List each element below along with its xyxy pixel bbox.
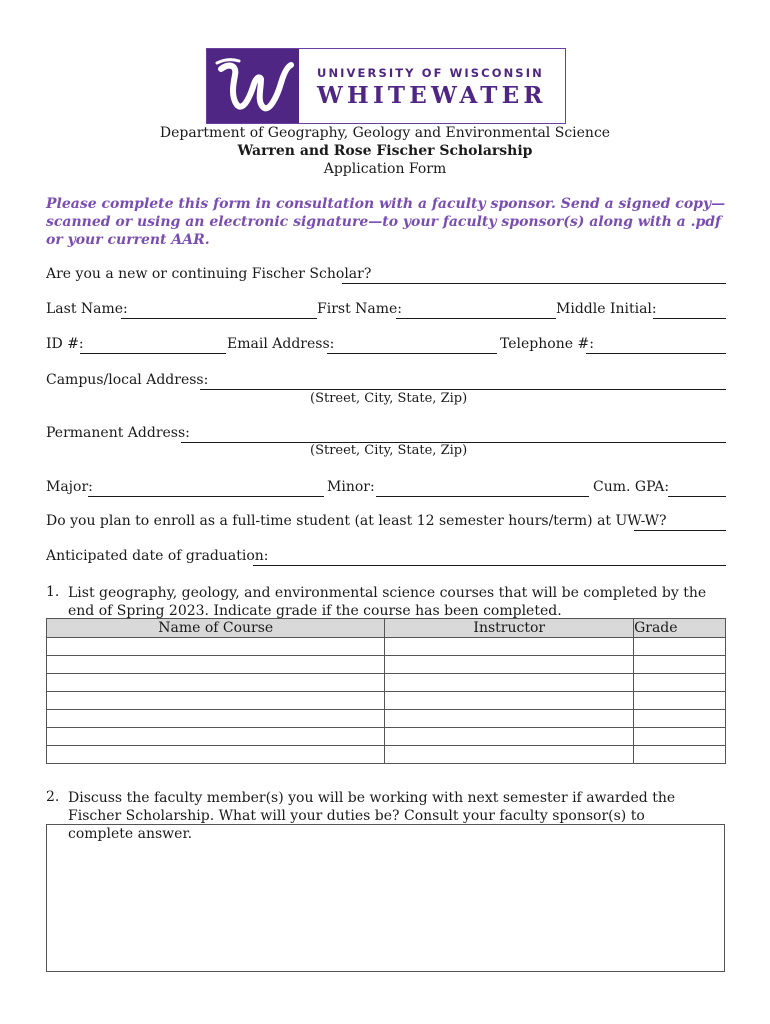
course-cell[interactable] [47,692,385,710]
id-label: ID #: [46,336,84,352]
major-field[interactable] [88,496,324,497]
name-row [46,301,726,321]
middle-initial-label: Middle Initial: [556,301,657,317]
section-2-number: 2. [46,789,60,805]
grade-cell[interactable] [634,674,726,692]
first-name-label: First Name: [317,301,403,317]
university-logo [206,48,566,124]
full-time-row [46,513,726,533]
logo-text-whitewater: WHITEWATER [317,82,547,109]
instructor-cell[interactable] [385,746,634,764]
gpa-label: Cum. GPA: [593,479,670,495]
graduation-field[interactable] [253,565,726,566]
form-title: Warren and Rose Fischer Scholarship [237,143,533,159]
campus-address-row [46,372,726,392]
column-header-grade: Grade [634,619,726,638]
instructor-cell[interactable] [385,674,634,692]
instructor-cell[interactable] [385,656,634,674]
telephone-field[interactable] [586,353,726,354]
logo-text-university: UNIVERSITY OF WISCONSIN [317,66,544,80]
campus-address-label: Campus/local Address: [46,372,209,388]
table-row [47,728,726,746]
instructor-cell[interactable] [385,728,634,746]
table-row [47,746,726,764]
first-name-field[interactable] [396,318,556,319]
last-name-label: Last Name: [46,301,128,317]
last-name-field[interactable] [121,318,317,319]
major-row [46,479,726,499]
gpa-field[interactable] [668,496,726,497]
course-cell[interactable] [47,710,385,728]
campus-address-hint: (Street, City, State, Zip) [310,391,468,406]
minor-label: Minor: [327,479,375,495]
instructor-cell[interactable] [385,692,634,710]
instructions-text: Please complete this form in consultation with a faculty sponsor. Send a signed copy—scanned or using an electronic signature—to your faculty sponsor(s) along with a .pdf or your current AAR. [46,196,726,248]
grade-cell[interactable] [634,656,726,674]
email-field[interactable] [327,353,497,354]
minor-field[interactable] [376,496,589,497]
campus-address-field[interactable] [200,389,726,390]
courses-table [46,618,726,764]
grade-cell[interactable] [634,692,726,710]
middle-initial-field[interactable] [653,318,726,319]
table-row [47,692,726,710]
graduation-row [46,548,726,568]
email-label: Email Address: [227,336,335,352]
section-2-text: Discuss the faculty member(s) you will be working with next semester if awarded the Fischer Scholarship. What will your duties be? Consult your faculty sponsor(s) to complete answer. [68,790,676,842]
grade-cell[interactable] [634,710,726,728]
grade-cell[interactable] [634,746,726,764]
section-1-text: List geography, geology, and environmental science courses that will be completed by the end of Spring 2023. Indicate grade if the course has been completed. [68,585,707,619]
table-row [47,710,726,728]
w-logo-icon [207,49,299,123]
table-row [47,656,726,674]
new-or-continuing-label: Are you a new or continuing Fischer Scholar? [46,266,372,282]
column-header-course: Name of Course [47,619,385,638]
table-header-row [47,619,726,638]
course-cell[interactable] [47,656,385,674]
faculty-duties-answer-box[interactable] [46,824,725,972]
id-field[interactable] [80,353,226,354]
form-subtitle: Application Form [323,161,447,177]
course-cell[interactable] [47,728,385,746]
telephone-label: Telephone #: [500,336,594,352]
full-time-label: Do you plan to enroll as a full-time student (at least 12 semester hours/term) at UW-W? [46,513,667,529]
instructor-cell[interactable] [385,638,634,656]
permanent-address-hint: (Street, City, State, Zip) [310,443,468,458]
department-name: Department of Geography, Geology and Environmental Science [159,125,611,141]
column-header-instructor: Instructor [385,619,634,638]
permanent-address-row [46,425,726,445]
new-or-continuing-row [46,266,726,286]
graduation-label: Anticipated date of graduation: [46,548,269,564]
course-cell[interactable] [47,674,385,692]
full-time-field[interactable] [634,530,726,531]
table-row [47,638,726,656]
table-row [47,674,726,692]
contact-row [46,336,726,356]
new-or-continuing-field[interactable] [342,283,726,284]
section-1-number: 1. [46,584,60,600]
instructor-cell[interactable] [385,710,634,728]
permanent-address-label: Permanent Address: [46,425,190,441]
major-label: Major: [46,479,93,495]
course-cell[interactable] [47,638,385,656]
grade-cell[interactable] [634,728,726,746]
course-cell[interactable] [47,746,385,764]
grade-cell[interactable] [634,638,726,656]
